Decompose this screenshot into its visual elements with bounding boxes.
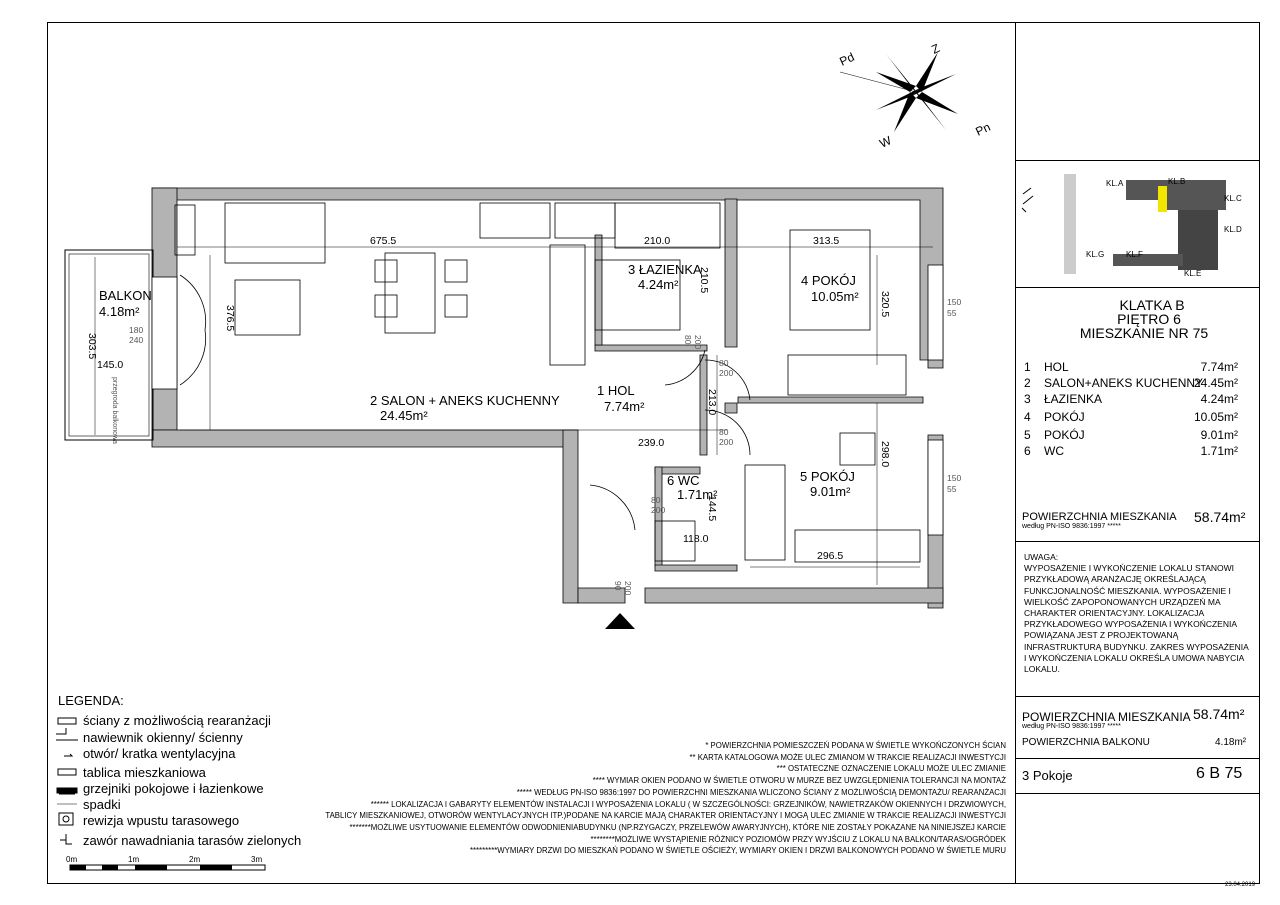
room-area: 4.18m² [99, 304, 140, 319]
compass-ne: Pd [837, 49, 857, 69]
legend-title: LEGENDA: [58, 693, 124, 708]
summary-area-norm: według PN-ISO 9836:1997 ***** [1022, 723, 1121, 730]
remark-box: UWAGA: WYPOSAŻENIE I WYKOŃCZENIE LOKALU STANOWI PRZYKŁADOWĄ ARANŻACJĘ OKREŚLAJĄCĄ FUNKCJONALNOŚĆ MIESZKANIA. WYPOSAŻENIE I WIELKOŚĆ ZAPOPONOWANYCH URZĄDZEŃ MA CHARAKTER ORIENTACYJNY. LOKALIZACJA PRZYKŁADOWEGO WYPOSAŻENIA I WYKOŃCZENIA POWIĄZANA JEST Z PROJEKTOWANĄ INFRASTRUKTURĄ BUDYNKU. ZAKRES WYPOSAŻENIA I WYKOŃCZENIA LOKALU OKREŚLA UMOWA NABYCIA LOKALU. [1024, 552, 1249, 675]
divider-line [1015, 541, 1260, 542]
legend-item: tablica mieszkaniowa [83, 765, 206, 780]
scale-bar [62, 853, 282, 877]
apartment-code: 6 B 75 [1196, 765, 1243, 782]
building-label: KL.B [1168, 177, 1186, 186]
divider-line [1015, 758, 1260, 759]
rooms-count: 3 Pokoje [1022, 768, 1073, 783]
building-label: KL.D [1224, 225, 1242, 234]
panel-icon [58, 769, 76, 775]
room-area: 1.71m² [677, 487, 718, 502]
dimension: 313.5 [813, 235, 840, 247]
scale-label: 1m [128, 855, 140, 864]
room-row: 5 POKÓJ 9.01m² [1024, 428, 1238, 442]
divider-line [1015, 287, 1260, 288]
compass-rose [837, 40, 1000, 160]
door-mark: 90200 [613, 581, 633, 596]
dimension: 296.5 [817, 550, 844, 562]
door-mark: 80 200 [719, 427, 734, 447]
dimension: 145.0 [97, 359, 124, 371]
room-schedule [1022, 360, 1244, 460]
footnote: TABLICY MIESZKANIOWEJ, OTWORÓW WENTYLACYJNYCH ITP.)PODANE NA KARCIE MAJĄ CHARAKTER ORIENTACYJNY I MOGĄ ULEC ZMIANIE W TRAKCIE REALIZACJI INWESTYCJI [325, 811, 1006, 821]
legend-icons [54, 712, 84, 852]
room-label: 5 POKÓJ [800, 469, 855, 484]
window-mark: 150 55 [947, 297, 962, 318]
dimension: 118.0 [683, 533, 709, 545]
drain-inspection-icon [59, 813, 73, 825]
dimension: 320.5 [879, 291, 891, 318]
room-label: 4 POKÓJ [801, 273, 856, 288]
door-mark: 80 200 [651, 495, 666, 515]
dimension: 303.5 [86, 333, 98, 360]
area-label: POWIERZCHNIA MIESZKANIA [1022, 511, 1177, 523]
building-label: KL.A [1106, 179, 1124, 188]
room-area: 4.24m² [638, 277, 679, 292]
room-row: 2 SALON+ANEKS KUCHENNY 24.45m² [1024, 376, 1238, 390]
highlighted-stair [1158, 186, 1167, 212]
scale-label: 0m [66, 855, 78, 864]
room-area: 9.01m² [810, 484, 851, 499]
scale-label: 3m [251, 855, 263, 864]
footnote: ****** LOKALIZACJA I GABARYTY ELEMENTÓW INSTALACJI I WYPOSAŻENIA LOKALU ( W SZCZEGÓLNOŚCI: GRZEJNIKÓW, NAWIETRZAKÓW OKIENNYCH I DRZWIOWYCH, [370, 799, 1006, 809]
room-label: 2 SALON + ANEKS KUCHENNY [370, 393, 560, 408]
room-row: 4 POKÓJ 10.05m² [1024, 410, 1238, 424]
vent-icon [56, 728, 78, 740]
footnote: ***** WEDŁUG PN-ISO 9836:1997 DO POWIERZCHNI MIESZKANIA WLICZONO ŚCIANY Z MOŻLIWOŚCIĄ DEMONTAŻU/ REARANŻACJI [516, 787, 1006, 797]
compass-se: Pn [973, 119, 993, 139]
room-label: 3 ŁAZIENKA [628, 262, 702, 277]
divider-line [1015, 160, 1260, 161]
compass-w: W [877, 133, 894, 151]
room-label: 6 WC [667, 473, 700, 488]
dimension: 210.0 [644, 235, 671, 247]
footnotes [286, 740, 1006, 857]
scale-label: 2m [189, 855, 201, 864]
apartment-header [1040, 298, 1240, 340]
room-label: BALKON [99, 288, 152, 303]
building-label: KL.E [1184, 269, 1202, 278]
building-label: KL.F [1126, 250, 1143, 259]
door-mark: 180 240 [129, 325, 144, 345]
footnote: **** WYMIAR OKIEN PODANO W ŚWIETLE OTWORU W MURZE BEZ UWZGLĘDNIENIA TOLERANCJI NA MONTAŻ [592, 776, 1006, 786]
legend-item: zawór nawadniania tarasów zielonych [83, 833, 302, 848]
room-row: 6 WC 1.71m² [1024, 444, 1238, 458]
dimension: 213.0 [706, 389, 718, 416]
footnote: * POWIERZCHNIA POMIESZCZEŃ PODANA W ŚWIETLE WYKOŃCZONYCH ŚCIAN [705, 741, 1006, 750]
room-row: 3 ŁAZIENKA 4.24m² [1024, 392, 1238, 406]
summary-area-value: 58.74m² [1193, 706, 1245, 722]
wall-icon [58, 718, 76, 724]
room-area: 7.74m² [604, 399, 645, 414]
divider-line [1015, 696, 1260, 697]
legend-item: rewizja wpustu tarasowego [83, 813, 240, 828]
dimension: 210.5 [698, 267, 710, 294]
footnote: *********WYMIARY DRZWI DO MIESZKAŃ PODANO W ŚWIETLE OŚCIEŻY, WYMIARY OKIEN I DRZWI BALKONOWYCH PODANO W ŚWIETLE MURU [469, 846, 1006, 856]
legend-item: ściany z możliwością rearanżacji [83, 713, 271, 728]
footnote: ** KARTA KATALOGOWA MOŻE ULEC ZMIANOM W TRAKCIE REALIZACJI INWESTYCJI [689, 752, 1006, 762]
summary-area-label: POWIERZCHNIA MIESZKANIA [1022, 710, 1191, 724]
door-mark: 80 200 [719, 358, 734, 378]
divider-line [1015, 793, 1260, 794]
legend-item: grzejniki pokojowe i łazienkowe [83, 781, 264, 796]
floor-plan [55, 185, 962, 635]
building-label: KL.C [1224, 194, 1242, 203]
stair-label: KLATKA B [1119, 297, 1185, 313]
building-label: KL.G [1086, 250, 1105, 259]
footnote: *** OSTATECZNE OZNACZENIE LOKALU MOŻE ULEC ZMIANIE [776, 764, 1006, 774]
door-mark: 80200 [683, 335, 703, 350]
compass-n: Z [929, 40, 942, 57]
legend-item: otwór/ kratka wentylacyjna [83, 746, 236, 761]
legend-item: spadki [83, 797, 121, 812]
area-value: 58.74m² [1194, 509, 1246, 525]
irrigation-valve-icon [60, 834, 72, 844]
window-mark: 150 55 [947, 473, 962, 494]
sheet-divider [1015, 22, 1016, 884]
legend-item: nawiewnik okienny/ ścienny [83, 730, 243, 745]
partition-label: przegroda balkonowa [111, 377, 118, 444]
room-area: 10.05m² [811, 289, 859, 304]
footnote: *******MOŻLIWE USYTUOWANIE ELEMENTÓW ODWODNIENIABUDYNKU (NP.RZYGACZY, PRZELEWÓW AWARYJNYCH), KTÓRE NIE ZOSTAŁY POKAZANE NA NINIEJSZEJ KARCIE [349, 822, 1006, 832]
vent-opening-icon [64, 754, 72, 756]
room-label: 1 HOL [597, 383, 635, 398]
apartment-label: MIESZKANIE NR 75 [1079, 325, 1209, 341]
date-stamp: 23.04.2019 [1225, 882, 1256, 888]
floor-label: PIĘTRO 6 [1117, 311, 1181, 327]
building-key-plan [1018, 168, 1256, 280]
dimension: 239.0 [638, 437, 665, 449]
dimension: 376.5 [224, 305, 236, 332]
radiator-icon [57, 788, 77, 794]
footnote: ********MOŻLIWE WYSTĄPIENIE RÓŻNICY POZIOMÓW PRZY WYJŚCIU Z LOKALU NA BALKON/TARAS/OGRÓDEK [590, 834, 1006, 844]
room-area: 24.45m² [380, 408, 428, 423]
dimension: 144.5 [706, 495, 718, 522]
dimension: 675.5 [370, 235, 397, 247]
dimension: 298.0 [879, 441, 891, 468]
room-row: 1 HOL 7.74m² [1024, 360, 1238, 374]
balcony-area-label: POWIERZCHNIA BALKONU [1022, 737, 1150, 748]
area-norm: według PN-ISO 9836:1997 ***** [1022, 523, 1121, 530]
balcony-area-value: 4.18m² [1215, 737, 1247, 748]
